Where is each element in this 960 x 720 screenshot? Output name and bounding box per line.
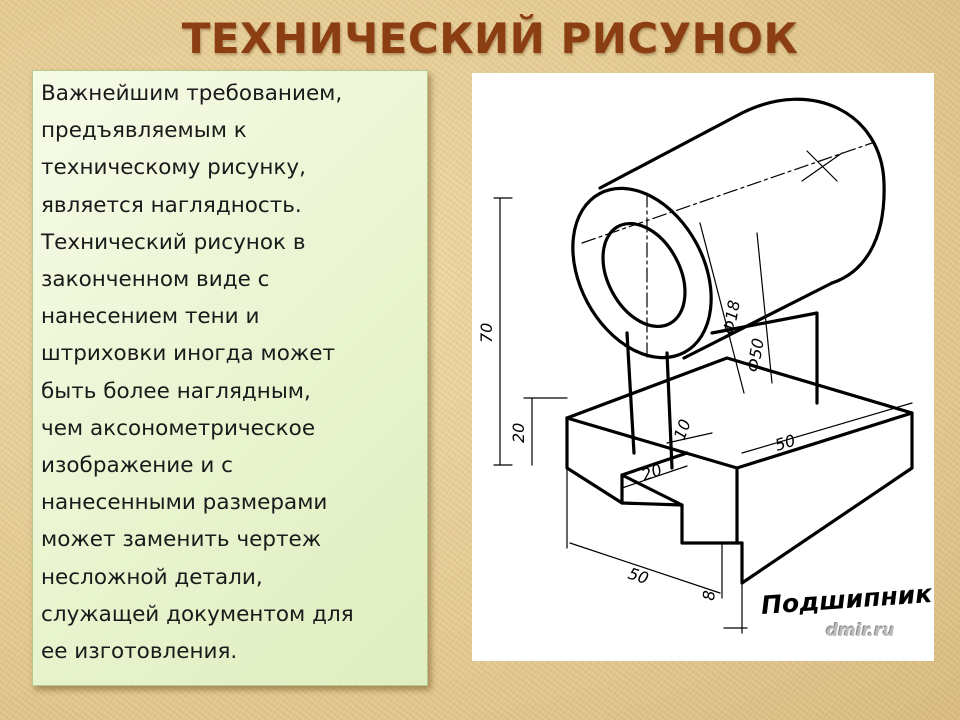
text-panel xyxy=(32,70,428,686)
drawing-caption: Подшипник xyxy=(760,579,933,620)
dim-label-50-top: 50 xyxy=(772,430,798,455)
body-paragraph: Важнейшим требованием, предъявляемым к техническому рисунку, является наглядность. Технический рисунок в законченном виде с нанесением тени и штриховки иногда может быть более наглядным, чем аксонометрическое изображение и с нанесенными размерами может заменить чертеж несложной детали, служащей документом для ее изготовления. xyxy=(41,81,354,665)
dim-label-8: 8 xyxy=(699,589,719,602)
bearing-drawing xyxy=(472,73,934,661)
cylinder-back xyxy=(742,99,884,283)
dim-label-20-height: 20 xyxy=(509,422,528,443)
cylinder-top-line xyxy=(600,113,742,188)
base-outline xyxy=(567,358,912,583)
outer-ring xyxy=(545,164,739,381)
dim-label-50-front: 50 xyxy=(625,563,651,589)
slide-title: ТЕХНИЧЕСКИЙ РИСУНОК xyxy=(181,14,799,63)
web-right xyxy=(667,353,672,468)
inner-bore xyxy=(586,210,701,341)
dim-label-70: 70 xyxy=(477,322,496,343)
dim-label-bore: Ф18 xyxy=(719,298,744,336)
axis-line xyxy=(582,143,872,243)
dim-label-20-slot: 20 xyxy=(638,459,665,485)
watermark-logo: dmir.ru xyxy=(826,621,895,641)
dim-label-outer: Ф50 xyxy=(743,336,768,374)
dim-label-10: 10 xyxy=(669,416,695,443)
isometric-sketch xyxy=(472,73,934,661)
base-top-edge xyxy=(567,413,912,468)
